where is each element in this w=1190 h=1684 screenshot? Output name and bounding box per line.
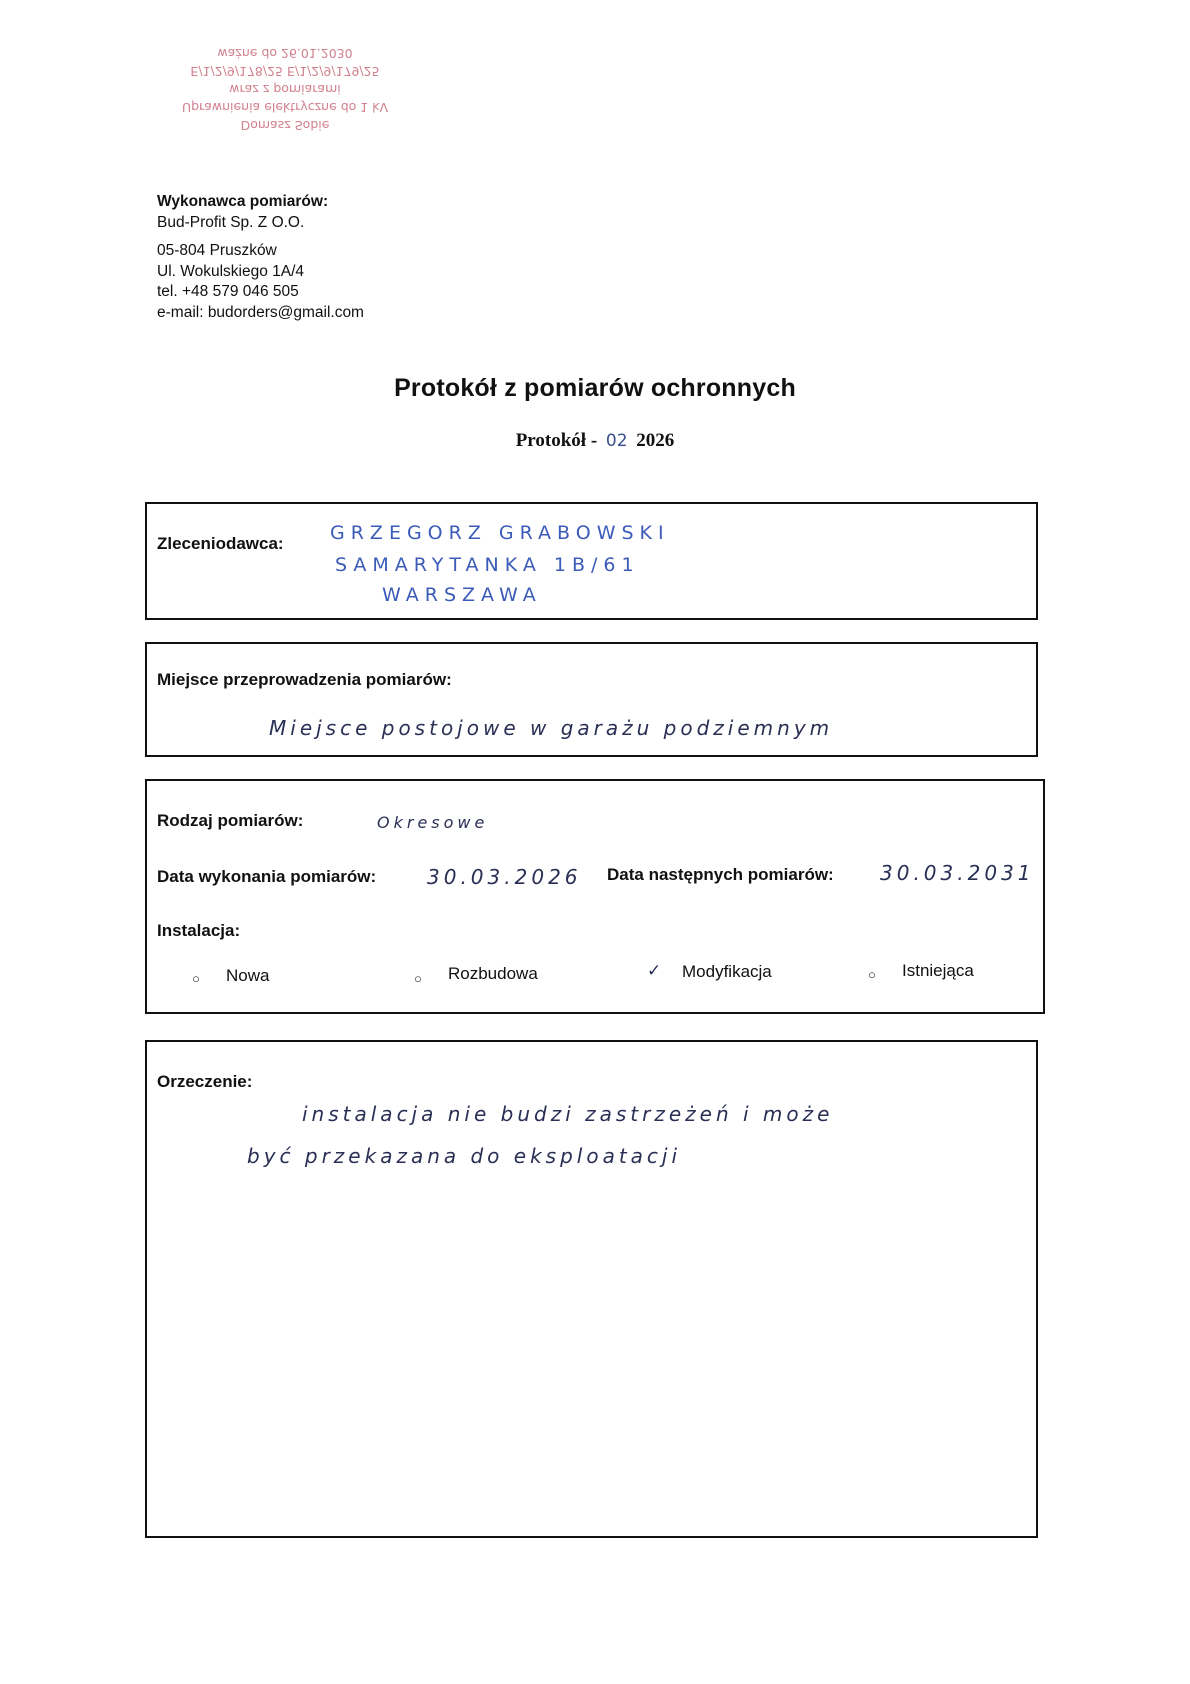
contractor-label: Wykonawca pomiarów: (157, 193, 329, 210)
option-istniejaca: Istniejąca (902, 961, 974, 980)
measurement-box (145, 779, 1045, 1014)
measurement-date-value: 30.03.2026 (427, 865, 582, 889)
stamp-line: wraz z pomiarami (229, 82, 341, 97)
installation-label: Instalacja: (157, 921, 241, 940)
measurement-date-label: Data wykonania pomiarów: (157, 867, 377, 886)
stamp-line: E/1/2/9/178/25 E/1/2/9/179/25 (190, 64, 380, 79)
protocol-number (0, 430, 1190, 452)
contractor-company: Bud-Profit Sp. Z O.O. (157, 213, 305, 231)
radio-istniejaca[interactable]: ○ (868, 967, 876, 982)
option-nowa: Nowa (226, 966, 270, 985)
client-city: WARSZAWA (382, 584, 542, 606)
measurement-type-label: Rodzaj pomiarów: (157, 811, 304, 830)
place-value: Miejsce postojowe w garażu podziemnym (269, 716, 834, 740)
stamp-line: ważne do 26.01.2030 (217, 46, 353, 61)
option-rozbudowa: Rozbudowa (448, 964, 538, 983)
place-label: Miejsce przeprowadzenia pomiarów: (157, 670, 452, 689)
contractor-email: e-mail: budorders@gmail.com (157, 303, 364, 321)
checkmark-icon[interactable]: ✓ (647, 961, 662, 980)
contractor-info (157, 192, 364, 323)
contractor-postal: 05-804 Pruszków (157, 242, 277, 259)
contractor-street: Ul. Wokulskiego 1A/4 (157, 262, 305, 280)
protocol-year: 2026 (636, 430, 675, 451)
client-name: GRZEGORZ GRABOWSKI (330, 522, 670, 544)
next-measurement-value: 30.03.2031 (880, 861, 1035, 885)
protocol-number-handwritten: 02 (605, 431, 628, 451)
next-measurement-label: Data następnych pomiarów: (607, 865, 834, 884)
verdict-label: Orzeczenie: (157, 1072, 253, 1091)
verdict-box (145, 1040, 1038, 1538)
document-title: Protokół z pomiarów ochronnych (394, 374, 796, 402)
radio-nowa[interactable]: ○ (192, 971, 200, 986)
client-address: SAMARYTANKA 1B/61 (335, 554, 640, 576)
contractor-phone: tel. +48 579 046 505 (157, 283, 299, 300)
mirrored-stamp (155, 44, 415, 134)
radio-rozbudowa[interactable]: ○ (414, 971, 422, 986)
client-label: Zleceniodawca: (157, 534, 284, 553)
measurement-type-value: Okresowe (377, 813, 489, 832)
verdict-line-1: instalacja nie budzi zastrzeżeń i może (302, 1102, 834, 1126)
protocol-prefix: Protokół - (515, 430, 598, 451)
stamp-line: Uprawnienia elektryczne do 1 kV (181, 100, 389, 115)
place-box (145, 642, 1038, 757)
option-modyfikacja: Modyfikacja (682, 962, 772, 981)
client-box (145, 502, 1038, 620)
verdict-line-2: być przekazana do eksploatacji (247, 1144, 682, 1168)
stamp-line: Domasz Sobie (240, 118, 330, 133)
